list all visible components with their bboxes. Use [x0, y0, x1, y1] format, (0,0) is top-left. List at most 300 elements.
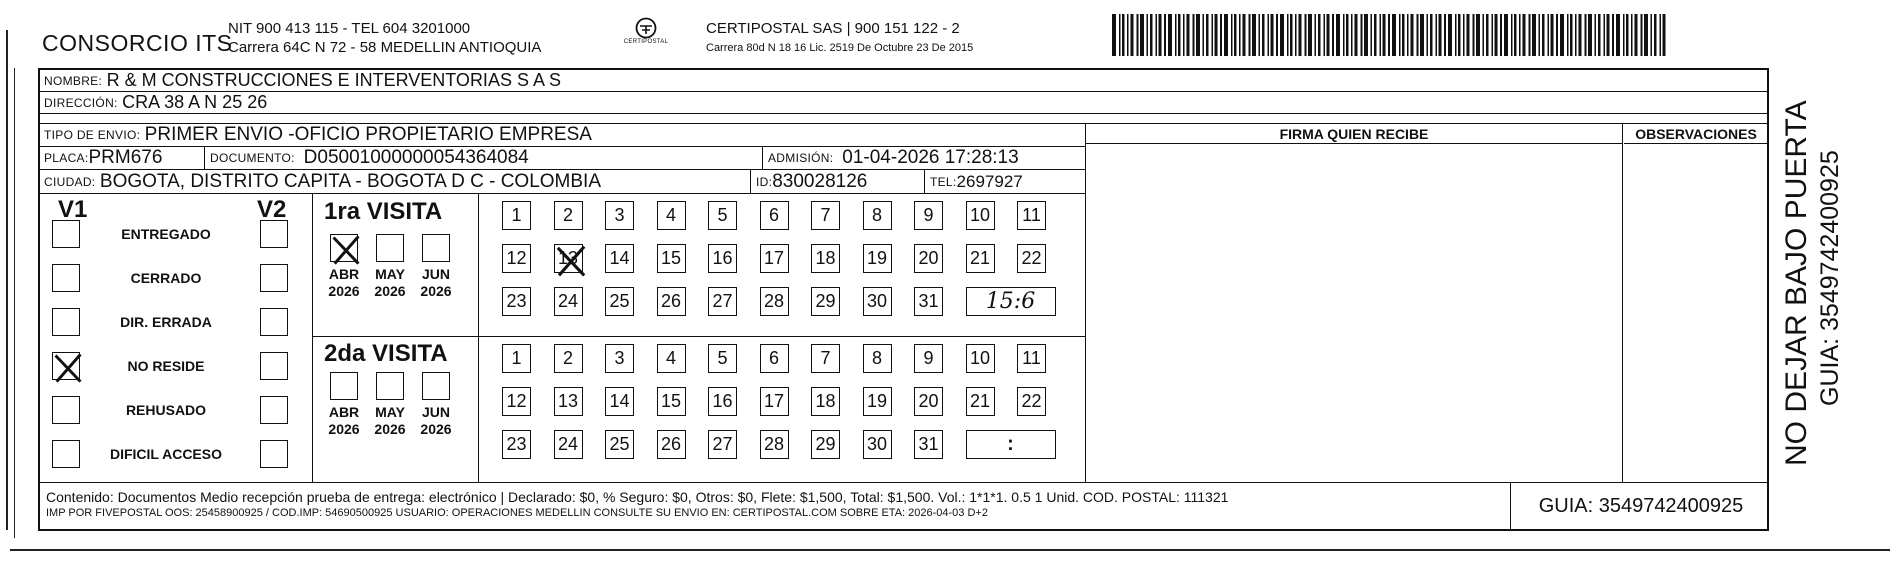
side-note-text: NO DEJAR BAJO PUERTA	[1780, 100, 1813, 466]
day-box[interactable]	[811, 430, 840, 459]
day-number: 16	[712, 391, 733, 411]
barcode-bar	[1467, 14, 1470, 56]
status-label: DIR. ERRADA	[120, 314, 212, 330]
day-box[interactable]	[708, 344, 737, 373]
day-number: 27	[712, 291, 733, 311]
row-direccion	[40, 92, 1767, 114]
day-box[interactable]	[502, 430, 531, 459]
barcode-bar	[1539, 14, 1541, 56]
visits-block	[40, 194, 1085, 482]
day-number: 29	[815, 291, 836, 311]
barcode-bar	[1612, 14, 1614, 56]
month-year: 2026	[328, 283, 360, 299]
day-box[interactable]	[1017, 344, 1046, 373]
time-colon: :	[1007, 433, 1014, 455]
side-note	[1776, 88, 1866, 468]
day-number: 26	[660, 291, 682, 311]
visit1-title: 1ra VISITA	[324, 198, 443, 225]
barcode-bar	[1523, 14, 1526, 56]
v1-label: V1	[58, 196, 88, 223]
observaciones-label: OBSERVACIONES	[1635, 125, 1757, 142]
month-checkbox[interactable]	[376, 234, 404, 262]
day-number: 18	[815, 391, 836, 411]
barcode-bar	[1483, 14, 1485, 56]
day-box[interactable]	[811, 387, 840, 416]
header	[32, 14, 1782, 60]
barcode-bar	[1448, 14, 1452, 56]
day-number: 21	[969, 248, 991, 268]
barcode-bar	[1140, 14, 1144, 56]
day-box[interactable]	[966, 387, 995, 416]
day-number: 20	[918, 248, 939, 268]
day-number: 24	[557, 434, 579, 454]
day-number: 28	[763, 291, 785, 311]
barcode-bar	[1514, 14, 1517, 56]
day-number: 11	[1022, 205, 1041, 225]
day-box[interactable]	[502, 244, 531, 273]
day-number: 7	[820, 348, 831, 368]
day-number: 29	[815, 434, 836, 454]
barcode-bar	[1420, 14, 1424, 56]
month-year: 2026	[374, 283, 406, 299]
day-number: 3	[614, 348, 625, 368]
barcode-bar	[1402, 14, 1405, 56]
day-box[interactable]	[502, 287, 531, 316]
day-box[interactable]	[708, 287, 737, 316]
status-label: NO RESIDE	[127, 358, 205, 374]
footer-imp: IMP POR FIVEPOSTAL OOS: 25458900925 / COD.IMP: 54690500925 USUARIO: OPERACIONES MEDELLIN CONSULTE SU ENVIO EN: CERTIPOSTAL.COM SOBRE ETA: 2026-04-03 D+2	[46, 507, 988, 519]
placa-value: PRM676	[88, 147, 163, 168]
check-cross-icon	[51, 351, 85, 385]
barcode-bar	[1355, 14, 1358, 56]
day-box[interactable]	[605, 287, 634, 316]
signature-block	[1085, 123, 1767, 482]
scan-edge-line	[10, 549, 1890, 551]
day-number: 6	[768, 348, 779, 368]
day-box[interactable]	[914, 201, 943, 230]
day-number: 8	[871, 348, 882, 368]
v2-checkbox[interactable]	[260, 220, 288, 248]
v2-checkbox[interactable]	[260, 352, 288, 380]
day-box[interactable]	[863, 430, 892, 459]
barcode-bar	[1318, 14, 1321, 56]
day-box[interactable]	[914, 387, 943, 416]
month-name: MAY	[375, 266, 405, 282]
day-box[interactable]	[657, 244, 686, 273]
barcode-bar	[1262, 14, 1265, 56]
barcode-bar	[1575, 14, 1577, 56]
day-number: 12	[506, 248, 527, 268]
barcode-bar	[1616, 14, 1620, 56]
day-number: 25	[609, 434, 630, 454]
day-box[interactable]	[657, 430, 686, 459]
barcode-bar	[1392, 14, 1396, 56]
barcode-bar	[1361, 14, 1363, 56]
day-box[interactable]	[554, 201, 583, 230]
barcode-bar	[1220, 14, 1222, 56]
tel-value: 2697927	[956, 171, 1023, 191]
company-name: CONSORCIO ITS	[42, 30, 233, 56]
day-number: 1	[511, 205, 522, 225]
barcode-bar	[1604, 14, 1606, 56]
day-number: 20	[918, 391, 939, 411]
month-checkbox[interactable]	[422, 234, 450, 262]
day-number: 28	[763, 434, 785, 454]
day-box[interactable]	[760, 244, 789, 273]
barcode	[1110, 14, 1670, 56]
barcode-bar	[1324, 14, 1326, 56]
carrier-address: Carrera 80d N 18 16 Lic. 2519 De Octubre 23 De 2015	[706, 42, 974, 54]
barcode-bar	[1579, 14, 1582, 56]
id-label: ID:	[756, 174, 773, 189]
barcode-bar	[1196, 14, 1200, 56]
month-checkbox[interactable]	[330, 234, 358, 262]
day-number: 8	[871, 205, 882, 225]
day-box[interactable]	[554, 344, 583, 373]
month-name: MAY	[375, 404, 405, 420]
day-number: 11	[1022, 348, 1041, 368]
barcode-bar	[1305, 14, 1307, 56]
v2-checkbox[interactable]	[260, 308, 288, 336]
barcode-bar	[1399, 14, 1401, 56]
barcode-bar	[1458, 14, 1461, 56]
day-box[interactable]	[605, 344, 634, 373]
barcode-bar	[1529, 14, 1531, 56]
firma-label: FIRMA QUIEN RECIBE	[1279, 125, 1429, 142]
barcode-bar	[1239, 14, 1241, 56]
barcode-bar	[1299, 14, 1302, 56]
month-label	[320, 266, 368, 300]
barcode-bar	[1556, 14, 1558, 56]
day-number: 1	[511, 348, 522, 368]
day-number: 12	[506, 391, 527, 411]
v1-checkbox[interactable]	[52, 220, 80, 248]
barcode-bar	[1343, 14, 1345, 56]
day-box[interactable]	[914, 430, 943, 459]
month-label	[366, 404, 414, 438]
barcode-bar	[1567, 14, 1569, 56]
barcode-bar	[1164, 14, 1166, 56]
barcode-bar	[1663, 14, 1666, 56]
month-year: 2026	[374, 421, 406, 437]
v2-checkbox[interactable]	[260, 396, 288, 424]
ciudad-value: BOGOTA, DISTRITO CAPITA - BOGOTA D C - COLOMBIA	[99, 170, 601, 192]
v1-checkbox[interactable]	[52, 440, 80, 468]
month-checkbox[interactable]	[422, 372, 450, 400]
carrier-name: CERTIPOSTAL SAS | 900 151 122 - 2	[706, 20, 960, 37]
barcode-bar	[1623, 14, 1625, 56]
day-box[interactable]	[708, 201, 737, 230]
check-cross-icon	[553, 243, 589, 279]
day-number: 19	[866, 248, 888, 268]
day-box[interactable]	[863, 344, 892, 373]
barcode-bar	[1127, 14, 1129, 56]
barcode-bar	[1327, 14, 1330, 56]
certipostal-logo-icon	[634, 17, 658, 39]
barcode-bar	[1122, 14, 1125, 56]
day-box[interactable]	[914, 287, 943, 316]
barcode-bar	[1150, 14, 1153, 56]
scan-edge-line	[6, 30, 8, 530]
day-number: 13	[557, 248, 579, 268]
barcode-bar	[1407, 14, 1409, 56]
day-number: 14	[609, 391, 630, 411]
month-name: JUN	[421, 266, 450, 282]
month-name: ABR	[328, 404, 360, 420]
barcode-bar	[1476, 14, 1480, 56]
barcode-bar	[1271, 14, 1274, 56]
day-box[interactable]	[605, 201, 634, 230]
day-box[interactable]	[605, 430, 634, 459]
row-placa	[40, 147, 1085, 170]
barcode-bar	[1631, 14, 1633, 56]
day-number: 7	[820, 205, 831, 225]
barcode-bar	[1486, 14, 1489, 56]
barcode-bar	[1588, 14, 1592, 56]
day-number: 23	[506, 434, 527, 454]
barcode-bar	[1542, 14, 1545, 56]
day-box[interactable]	[502, 344, 531, 373]
footer	[40, 482, 1767, 529]
day-number: 15	[660, 248, 682, 268]
barcode-bar	[1660, 14, 1662, 56]
barcode-bar	[1183, 14, 1185, 56]
guide-form	[38, 68, 1769, 531]
barcode-bar	[1156, 14, 1158, 56]
barcode-bar	[1280, 14, 1284, 56]
day-number: 5	[717, 205, 728, 225]
barcode-bar	[1175, 14, 1177, 56]
barcode-bar	[1463, 14, 1465, 56]
day-box[interactable]	[605, 387, 634, 416]
day-box[interactable]	[554, 287, 583, 316]
day-box[interactable]	[914, 344, 943, 373]
barcode-bar	[1203, 14, 1205, 56]
barcode-bar	[1560, 14, 1564, 56]
barcode-bar	[1500, 14, 1502, 56]
day-box[interactable]	[1017, 387, 1046, 416]
barcode-bar	[1308, 14, 1312, 56]
day-number: 13	[557, 391, 579, 411]
day-box[interactable]	[554, 387, 583, 416]
day-box[interactable]	[760, 387, 789, 416]
barcode-bar	[1231, 14, 1233, 56]
barcode-bar	[1252, 14, 1256, 56]
barcode-bar	[1595, 14, 1597, 56]
month-year: 2026	[420, 421, 452, 437]
barcode-bar	[1436, 14, 1438, 56]
company-address: Carrera 64C N 72 - 58 MEDELLIN ANTIOQUIA	[228, 39, 542, 56]
day-number: 22	[1021, 248, 1042, 268]
day-number: 23	[506, 291, 527, 311]
v1-checkbox[interactable]	[52, 352, 80, 380]
day-box[interactable]	[863, 287, 892, 316]
day-box[interactable]	[1017, 244, 1046, 273]
day-box[interactable]	[708, 387, 737, 416]
day-box[interactable]	[657, 344, 686, 373]
day-box[interactable]	[863, 387, 892, 416]
day-box[interactable]	[605, 244, 634, 273]
tel-label: TEL:	[930, 174, 957, 189]
barcode-bar	[1380, 14, 1382, 56]
barcode-bar	[1290, 14, 1293, 56]
barcode-bar	[1585, 14, 1587, 56]
footer-guia: GUIA: 3549742400925	[1510, 483, 1771, 529]
direccion-value: CRA 38 A N 25 26	[122, 92, 268, 112]
day-box[interactable]	[708, 430, 737, 459]
time-box[interactable]	[966, 430, 1056, 459]
barcode-bar	[1511, 14, 1513, 56]
barcode-bar	[1351, 14, 1353, 56]
day-number: 3	[614, 205, 625, 225]
barcode-bar	[1346, 14, 1349, 56]
barcode-bar	[1495, 14, 1498, 56]
month-year: 2026	[420, 283, 452, 299]
barcode-bar	[1570, 14, 1573, 56]
day-number: 15	[660, 391, 682, 411]
v2-label: V2	[257, 196, 287, 223]
barcode-bar	[1551, 14, 1554, 56]
barcode-bar	[1607, 14, 1610, 56]
barcode-bar	[1178, 14, 1181, 56]
barcode-bar	[1417, 14, 1419, 56]
barcode-bar	[1371, 14, 1373, 56]
day-number: 9	[923, 205, 934, 225]
barcode-bar	[1276, 14, 1278, 56]
day-number: 30	[866, 434, 888, 454]
barcode-bar	[1187, 14, 1190, 56]
check-cross-icon	[329, 233, 363, 267]
day-box[interactable]	[502, 201, 531, 230]
day-number: 30	[866, 291, 888, 311]
barcode-bar	[1364, 14, 1368, 56]
day-number: 10	[969, 205, 991, 225]
v1-checkbox[interactable]	[52, 308, 80, 336]
barcode-bar	[1641, 14, 1643, 56]
barcode-bar	[1249, 14, 1251, 56]
v2-checkbox[interactable]	[260, 440, 288, 468]
row-nombre	[40, 70, 1767, 92]
month-year: 2026	[328, 421, 360, 437]
day-box[interactable]	[966, 244, 995, 273]
barcode-bar	[1504, 14, 1508, 56]
day-number: 24	[557, 291, 579, 311]
day-number: 21	[969, 391, 991, 411]
barcode-bar	[1548, 14, 1550, 56]
day-box[interactable]	[657, 387, 686, 416]
month-name: ABR	[328, 266, 360, 282]
day-number: 9	[923, 348, 934, 368]
barcode-bar	[1287, 14, 1289, 56]
day-box[interactable]	[760, 287, 789, 316]
barcode-bar	[1439, 14, 1442, 56]
barcode-bar	[1651, 14, 1653, 56]
status-label: CERRADO	[130, 270, 202, 286]
day-box[interactable]	[811, 244, 840, 273]
barcode-bar	[1193, 14, 1195, 56]
status-label: DIFICIL ACCESO	[109, 446, 222, 462]
documento-label: DOCUMENTO:	[210, 151, 295, 165]
barcode-bar	[1234, 14, 1237, 56]
handwritten-time: 15:6	[985, 289, 1036, 314]
day-box[interactable]	[966, 201, 995, 230]
barcode-bar	[1374, 14, 1377, 56]
day-box[interactable]	[811, 287, 840, 316]
logo-text: CERTIPOSTAL	[623, 39, 669, 45]
day-box[interactable]	[811, 201, 840, 230]
day-number: 31	[918, 291, 939, 311]
day-number: 16	[712, 248, 733, 268]
day-box[interactable]	[1017, 201, 1046, 230]
day-number: 6	[768, 205, 779, 225]
barcode-bar	[1259, 14, 1261, 56]
side-guia-text: GUIA: 3549742400925	[1816, 150, 1844, 406]
barcode-bar	[1315, 14, 1317, 56]
v1-checkbox[interactable]	[52, 396, 80, 424]
barcode-bar	[1532, 14, 1536, 56]
time-box[interactable]	[966, 287, 1056, 316]
month-label	[412, 404, 460, 438]
day-box[interactable]	[811, 344, 840, 373]
month-checkbox[interactable]	[376, 372, 404, 400]
day-number: 14	[609, 248, 630, 268]
day-box[interactable]	[554, 430, 583, 459]
day-box[interactable]	[914, 244, 943, 273]
day-box[interactable]	[657, 287, 686, 316]
day-box[interactable]	[760, 201, 789, 230]
day-number: 5	[717, 348, 728, 368]
barcode-bar	[1626, 14, 1629, 56]
month-label	[366, 266, 414, 300]
barcode-bar	[1644, 14, 1648, 56]
barcode-bar	[1159, 14, 1162, 56]
barcode-bar	[1654, 14, 1657, 56]
day-box[interactable]	[863, 201, 892, 230]
barcode-bar	[1119, 14, 1121, 56]
row-ciudad	[40, 170, 1085, 194]
day-number: 25	[609, 291, 630, 311]
v2-checkbox[interactable]	[260, 264, 288, 292]
month-label	[320, 404, 368, 438]
day-box[interactable]	[502, 387, 531, 416]
month-checkbox[interactable]	[330, 372, 358, 400]
company-nit: NIT 900 413 115 - TEL 604 3201000	[228, 20, 471, 37]
barcode-bar	[1411, 14, 1414, 56]
day-number: 4	[665, 205, 676, 225]
barcode-bar	[1430, 14, 1433, 56]
month-label	[412, 266, 460, 300]
tipo-value: PRIMER ENVIO -OFICIO PROPIETARIO EMPRESA	[144, 124, 592, 145]
v1-checkbox[interactable]	[52, 264, 80, 292]
visit2-title: 2da VISITA	[324, 340, 448, 367]
day-box[interactable]	[863, 244, 892, 273]
day-box[interactable]	[657, 201, 686, 230]
day-number: 2	[562, 205, 573, 225]
status-label: REHUSADO	[125, 402, 207, 418]
nombre-label: NOMBRE:	[44, 73, 103, 88]
barcode-bar	[1206, 14, 1209, 56]
day-box[interactable]	[966, 344, 995, 373]
day-box[interactable]	[760, 344, 789, 373]
day-number: 31	[918, 434, 939, 454]
day-box[interactable]	[708, 244, 737, 273]
day-box[interactable]	[554, 244, 583, 273]
barcode-bar	[1598, 14, 1601, 56]
tipo-label: TIPO DE ENVIO:	[44, 128, 141, 142]
day-number: 26	[660, 434, 682, 454]
day-box[interactable]	[760, 430, 789, 459]
barcode-bar	[1268, 14, 1270, 56]
